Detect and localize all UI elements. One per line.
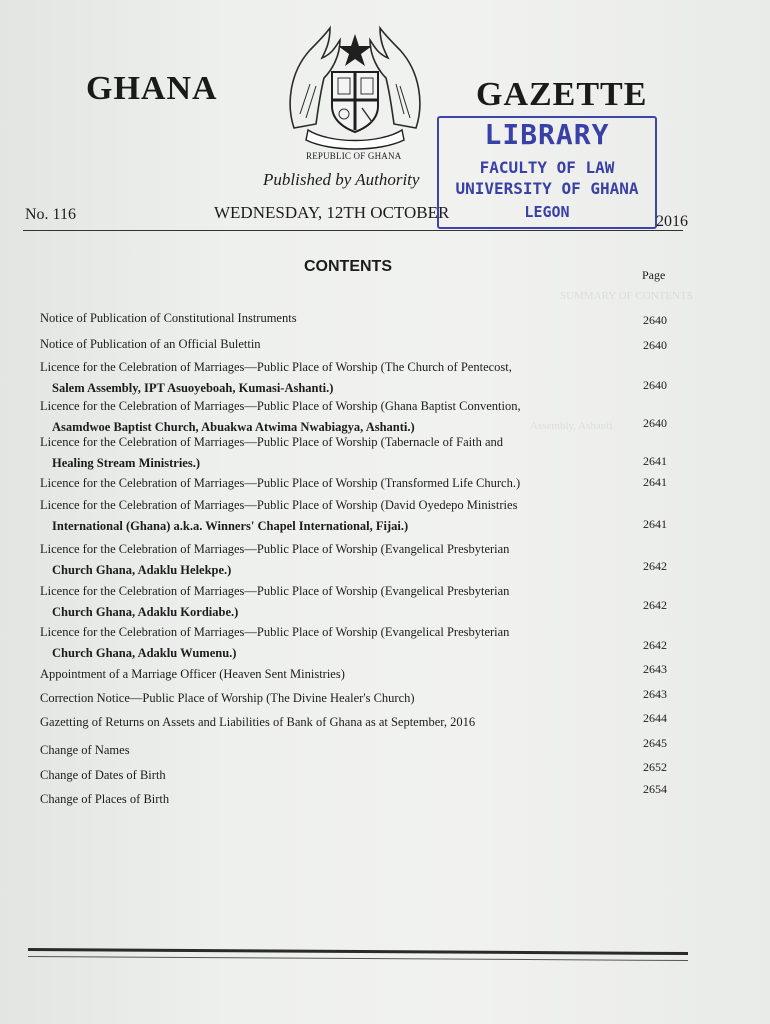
- issue-year: 2016: [656, 213, 688, 230]
- entry-subtitle: Church Ghana, Adaklu Kordiabe.): [52, 605, 239, 619]
- show-through-text: SUMMARY OF CONTENTS: [560, 290, 693, 302]
- entry-subtitle: Asamdwoe Baptist Church, Abuakwa Atwima Nwabiagya, Ashanti.): [52, 420, 415, 434]
- contents-entry: [40, 432, 600, 474]
- contents-entry: [40, 473, 600, 494]
- contents-entry: [40, 740, 600, 761]
- entry-title: Correction Notice—Public Place of Worship (The Divine Healer's Church): [40, 691, 415, 705]
- entry-page-number: 2640: [643, 416, 667, 430]
- entry-subtitle: Healing Stream Ministries.): [52, 456, 201, 470]
- contents-entry: [40, 495, 600, 537]
- contents-entry: [40, 334, 600, 355]
- entry-page-number: 2645: [643, 736, 667, 750]
- entry-title: Licence for the Celebration of Marriages—Public Place of Worship (Evangelical Presbyterian: [40, 625, 510, 639]
- entry-page-number: 2643: [643, 687, 667, 701]
- stamp-line-legon: LEGON: [524, 203, 570, 221]
- contents-entry: [40, 712, 600, 733]
- entry-subtitle: International (Ghana) a.k.a. Winners' Chapel International, Fijai.): [52, 519, 409, 533]
- contents-entry: [40, 688, 600, 709]
- entry-title: Licence for the Celebration of Marriages—Public Place of Worship (The Church of Pentecost,: [40, 360, 512, 374]
- contents-entry: [40, 765, 600, 786]
- contents-entry: [40, 308, 600, 329]
- entry-subtitle: Church Ghana, Adaklu Wumenu.): [52, 646, 237, 660]
- entry-title: Gazetting of Returns on Assets and Liabilities of Bank of Ghana as at September, 2016: [40, 715, 476, 729]
- issue-date: WEDNESDAY, 12TH OCTOBER: [214, 203, 450, 222]
- issue-number: No. 116: [25, 206, 76, 223]
- entry-subtitle: Salem Assembly, IPT Asuoyeboah, Kumasi-Ashanti.): [52, 381, 334, 395]
- library-stamp: [437, 116, 657, 229]
- entry-page-number: 2654: [643, 782, 667, 796]
- contents-title: CONTENTS: [304, 258, 392, 275]
- entry-page-number: 2642: [643, 559, 667, 573]
- show-through-text: Assembly, Ashanti: [530, 420, 613, 432]
- entry-title: Licence for the Celebration of Marriages—Public Place of Worship (Ghana Baptist Convention,: [40, 399, 521, 413]
- stamp-line-faculty: FACULTY OF LAW: [479, 158, 615, 177]
- entry-title: Licence for the Celebration of Marriages—Public Place of Worship (Evangelical Presbyterian: [40, 584, 510, 598]
- entry-page-number: 2642: [643, 598, 667, 612]
- entry-page-number: 2640: [643, 378, 667, 392]
- entry-title: Change of Dates of Birth: [40, 768, 166, 782]
- stamp-line-library: LIBRARY: [484, 118, 610, 151]
- emblem-caption: REPUBLIC OF GHANA: [306, 151, 402, 161]
- published-by-authority: Published by Authority: [263, 170, 420, 189]
- masthead-right-title: GAZETTE: [476, 76, 648, 113]
- entry-page-number: 2641: [643, 517, 667, 531]
- entry-subtitle: Church Ghana, Adaklu Helekpe.): [52, 563, 232, 577]
- entry-title: Licence for the Celebration of Marriages—Public Place of Worship (Tabernacle of Faith and: [40, 435, 504, 449]
- entry-page-number: 2641: [643, 475, 667, 489]
- page-column-label: Page: [642, 268, 666, 282]
- header-rule: [23, 230, 683, 231]
- entry-title: Notice of Publication of an Official Bulettin: [40, 337, 261, 351]
- entry-page-number: 2644: [643, 711, 667, 725]
- entry-title: Appointment of a Marriage Officer (Heaven Sent Ministries): [40, 667, 345, 681]
- contents-entry: [40, 539, 600, 581]
- entry-page-number: 2642: [643, 638, 667, 652]
- entry-page-number: 2652: [643, 760, 667, 774]
- stamp-line-university: UNIVERSITY OF GHANA: [455, 179, 639, 198]
- masthead-left-title: GHANA: [86, 70, 218, 107]
- entry-title: Licence for the Celebration of Marriages—Public Place of Worship (Evangelical Presbyterian: [40, 542, 510, 556]
- contents-entry: [40, 622, 600, 664]
- entry-title: Change of Names: [40, 743, 130, 757]
- contents-entry: [40, 664, 600, 685]
- contents-entry: [40, 581, 600, 623]
- entry-page-number: 2640: [643, 313, 667, 327]
- entry-title: Licence for the Celebration of Marriages—Public Place of Worship (David Oyedepo Ministries: [40, 498, 518, 512]
- entry-title: Change of Places of Birth: [40, 792, 170, 806]
- entry-page-number: 2643: [643, 662, 667, 676]
- entry-page-number: 2640: [643, 338, 667, 352]
- coat-of-arms-icon: [280, 24, 430, 154]
- contents-entry: [40, 789, 600, 810]
- entry-title: Licence for the Celebration of Marriages—Public Place of Worship (Transformed Life Church.): [40, 476, 521, 490]
- entry-page-number: 2641: [643, 454, 667, 468]
- contents-entry: [40, 357, 600, 399]
- entry-title: Notice of Publication of Constitutional Instruments: [40, 311, 297, 325]
